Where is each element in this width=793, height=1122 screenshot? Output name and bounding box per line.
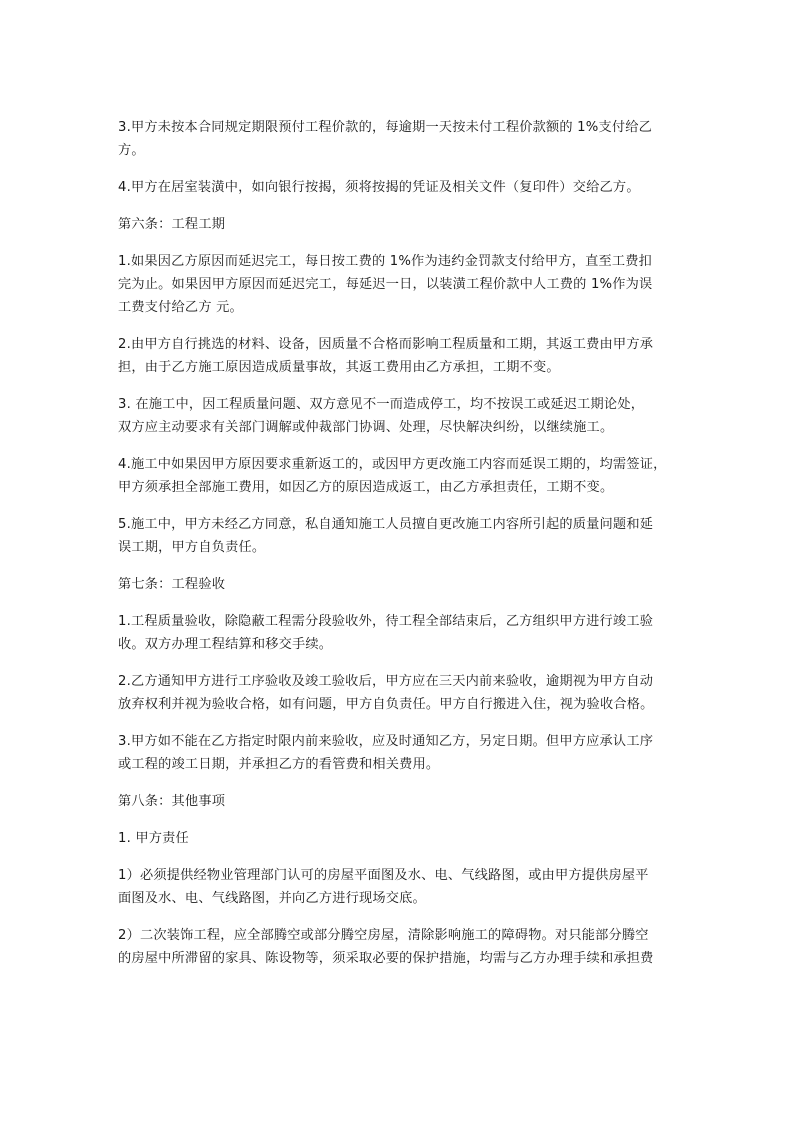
paragraph-line: 5.施工中，甲方未经乙方同意，私自通知施工人员擅自更改施工内容所引起的质量问题和延 xyxy=(118,517,654,532)
paragraph-line: 1. 甲方责任 xyxy=(118,831,189,846)
paragraph xyxy=(118,573,684,596)
paragraph-line: 收。双方办理工程结算和移交手续。 xyxy=(118,637,333,652)
paragraph xyxy=(118,864,684,910)
paragraph-line: 1.如果因乙方原因而延迟完工，每日按工费的 1%作为违约金罚款支付给甲方，直至工费扣 xyxy=(118,254,653,269)
paragraph-line: 1）必须提供经物业管理部门认可的房屋平面图及水、电、气线路图，或由甲方提供房屋平 xyxy=(118,868,649,883)
paragraph xyxy=(118,453,684,499)
paragraph-line: 双方应主动要求有关部门调解或仲裁部门协调、处理，尽快解决纠纷，以继续施工。 xyxy=(118,420,614,435)
paragraph-line: 2）二次装饰工程，应全部腾空或部分腾空房屋，清除影响施工的障碍物。对只能部分腾空 xyxy=(118,928,649,943)
paragraph-line: 第六条：工程工期 xyxy=(118,217,226,232)
paragraph-line: 第七条：工程验收 xyxy=(118,577,226,592)
paragraph-line: 3.甲方未按本合同规定期限预付工程价款的，每逾期一天按未付工程价款额的 1%支付给乙 xyxy=(118,120,653,135)
paragraph xyxy=(118,924,684,970)
paragraph-line: 误工期，甲方自负责任。 xyxy=(118,540,266,555)
paragraph xyxy=(118,393,684,439)
paragraph-line: 第八条：其他事项 xyxy=(118,794,226,809)
paragraph-line: 4.施工中如果因甲方原因要求重新返工的，或因甲方更改施工内容而延误工期的，均需签证， xyxy=(118,457,667,472)
paragraph xyxy=(118,730,684,776)
paragraph-line: 工费支付给乙方 元。 xyxy=(118,300,243,315)
paragraph-line: 放弃权利并视为验收合格，如有问题，甲方自负责任。甲方自行搬进入住，视为验收合格。 xyxy=(118,697,654,712)
paragraph xyxy=(118,333,684,379)
paragraph xyxy=(118,513,684,559)
paragraph-line: 3.甲方如不能在乙方指定时限内前来验收，应及时通知乙方，另定日期。但甲方应承认工序 xyxy=(118,734,654,749)
paragraph-line: 2.乙方通知甲方进行工序验收及竣工验收后，甲方应在三天内前来验收，逾期视为甲方自动 xyxy=(118,674,654,689)
paragraph-line: 4.甲方在居室装潢中，如向银行按揭，须将按揭的凭证及相关文件（复印件）交给乙方。 xyxy=(118,180,640,195)
paragraph-line: 完为止。如果因甲方原因而延迟完工，每延迟一日，以装潢工程价款中人工费的 1%作为误 xyxy=(118,277,653,292)
paragraph-line: 2.由甲方自行挑选的材料、设备，因质量不合格而影响工程质量和工期，其返工费由甲方承 xyxy=(118,337,654,352)
paragraph xyxy=(118,116,684,162)
paragraph xyxy=(118,176,684,199)
paragraph xyxy=(118,790,684,813)
paragraph-line: 甲方须承担全部施工费用，如因乙方的原因造成返工，由乙方承担责任，工期不变。 xyxy=(118,480,614,495)
paragraph xyxy=(118,610,684,656)
paragraph xyxy=(118,827,684,850)
paragraph xyxy=(118,213,684,236)
document-body xyxy=(118,116,684,984)
paragraph-line: 3. 在施工中，因工程质量问题、双方意见不一而造成停工，均不按误工或延迟工期论处， xyxy=(118,397,645,412)
paragraph-line: 的房屋中所滞留的家具、陈设物等，须采取必要的保护措施，均需与乙方办理手续和承担费 xyxy=(118,951,654,966)
paragraph-line: 或工程的竣工日期，并承担乙方的看管费和相关费用。 xyxy=(118,757,440,772)
paragraph-line: 1.工程质量验收，除隐蔽工程需分段验收外，待工程全部结束后，乙方组织甲方进行竣工验 xyxy=(118,614,654,629)
paragraph-line: 担，由于乙方施工原因造成质量事故，其返工费用由乙方承担，工期不变。 xyxy=(118,360,560,375)
paragraph xyxy=(118,250,684,319)
paragraph-line: 方。 xyxy=(118,143,145,158)
paragraph xyxy=(118,670,684,716)
paragraph-line: 面图及水、电、气线路图，并向乙方进行现场交底。 xyxy=(118,891,426,906)
